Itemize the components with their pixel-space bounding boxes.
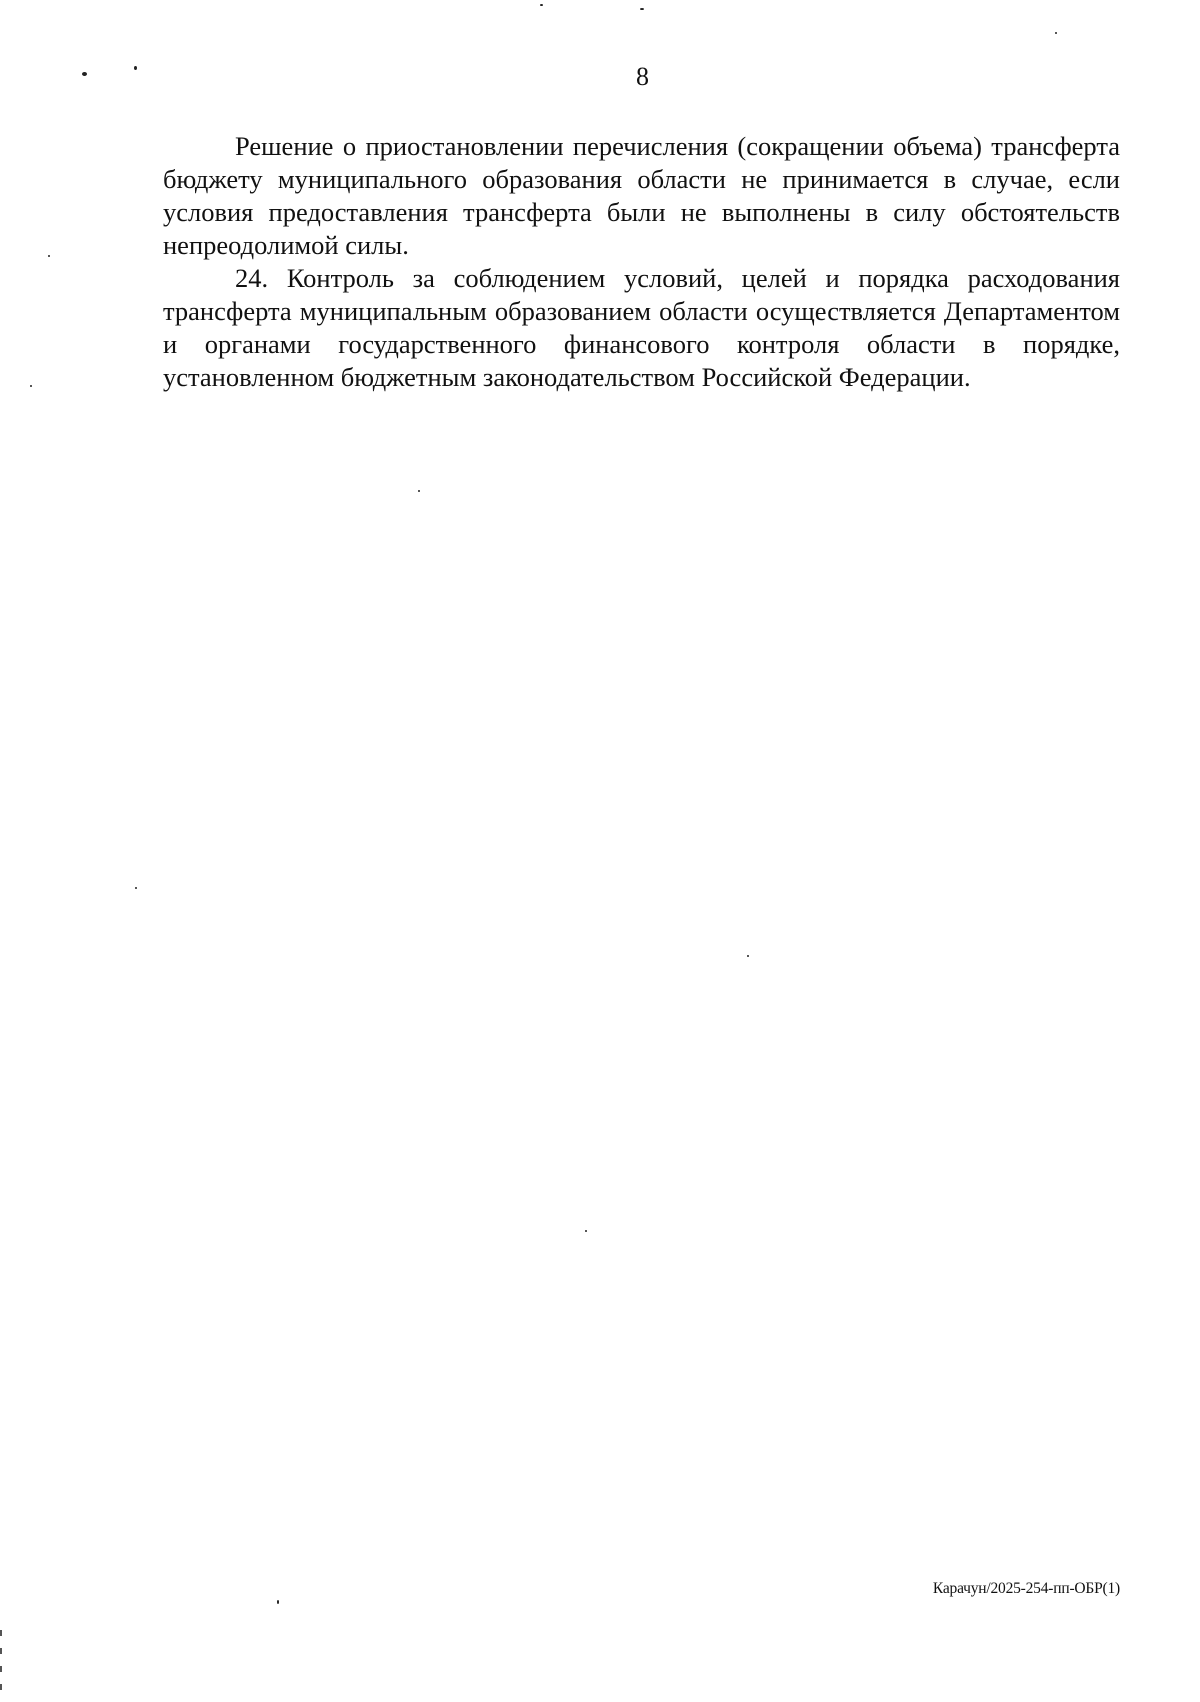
document-body (163, 130, 1120, 394)
scan-edge (0, 1648, 2, 1654)
scan-speck (134, 66, 137, 70)
footer-reference: Карачун/2025-254-пп-ОБР(1) (932, 1580, 1120, 1597)
scan-speck (585, 1230, 587, 1232)
scan-edge (0, 1666, 2, 1672)
scan-speck (1055, 32, 1057, 34)
scan-speck (540, 4, 543, 6)
paragraph-24-control: 24. Контроль за соблюдением условий, целей и порядка расходования трансферта муниципальным образованием области осуществляется Департаментом и органами государственного финансового контроля области в порядке, установленном бюджетным законодательством Российской Федерации. (163, 263, 1120, 392)
scan-speck (277, 1600, 279, 1604)
scan-speck (747, 955, 749, 957)
paragraph-suspension-decision: Решение о приостановлении перечисления (сокращении объема) трансферта бюджету муниципального образования области не принимается в случае, если условия предоставления трансферта были не выполнены в силу обстоятельств непреодолимой силы. (163, 131, 1120, 260)
page-number: 8 (636, 62, 649, 91)
scan-speck (135, 887, 137, 889)
scan-speck (640, 8, 644, 10)
scan-speck (48, 255, 50, 257)
scan-edge (0, 1630, 2, 1636)
scan-speck (30, 385, 32, 387)
scan-speck (82, 72, 87, 76)
scan-edge (0, 1684, 2, 1690)
scan-speck (418, 490, 420, 492)
